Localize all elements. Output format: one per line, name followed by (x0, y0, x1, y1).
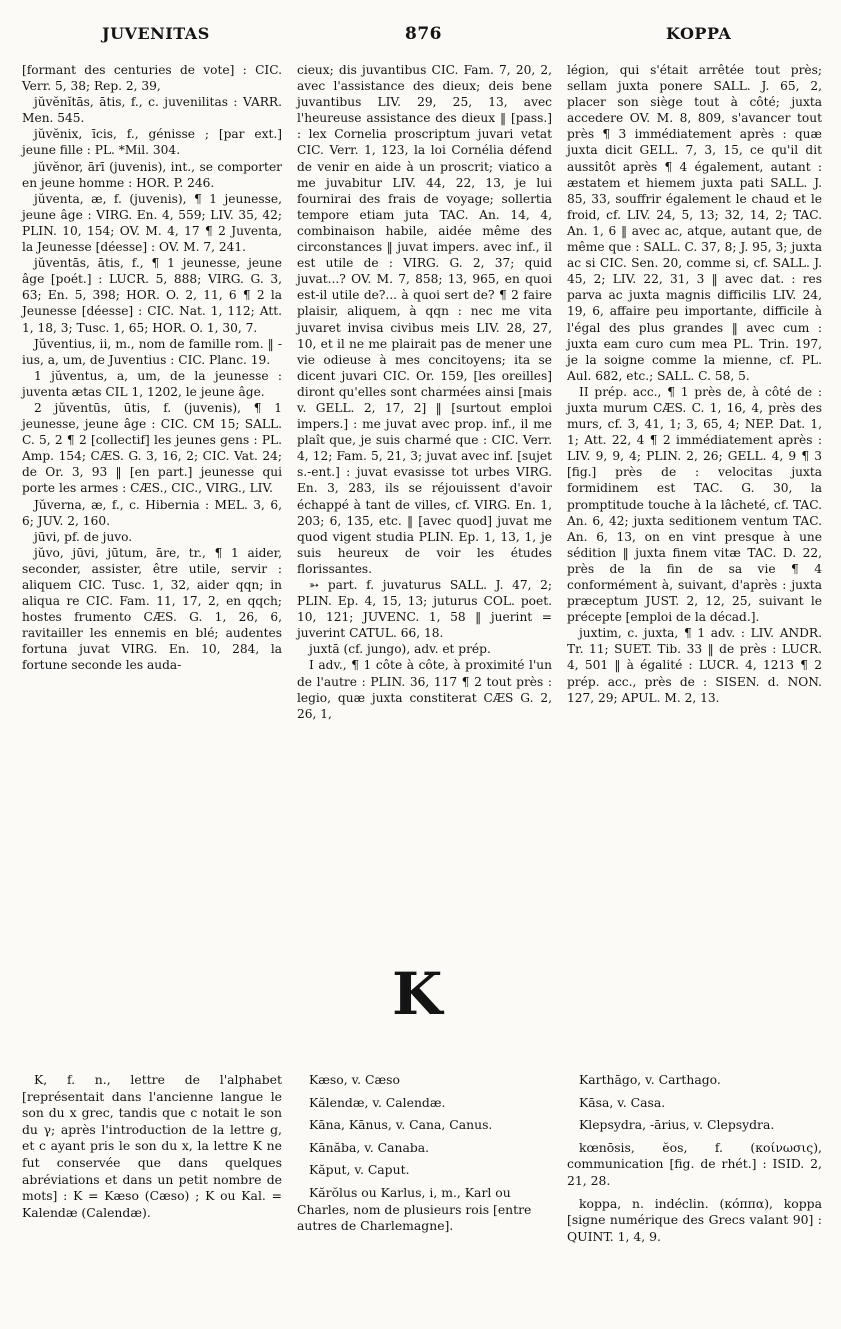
entry-juxta: juxtā (cf. jungo), adv. et prép. (309, 642, 491, 657)
entry-juventius: Jŭventius, ii, m., nom de famille rom. ‖ -ius, a, um, de Juventius : CIC. Planc. 19. (22, 336, 282, 367)
entry-juventus-1: 1 jŭventus, a, um, de la jeunesse : juventa ætas CIL 1, 1202, le jeune âge. (22, 368, 282, 399)
entry-k: K, f. n., lettre de l'alphabet [représentait dans l'ancienne langue le son du x grec, tandis que c notait le son du γ; après l'introduction de la lettre g, et c ayant pris le son du x, la lettre K ne fut conservée que dans quelques abréviations et dans un petit nombre de mots] : K = Kæso (Cæso) ; K ou Kal. = Kalendæ (Calendæ). (22, 1072, 282, 1220)
entry-juxta-continued: légion, qui s'était arrêtée tout près; sellam juxta ponere SALL. J. 65, 2, placer son siège tout à côté; juxta accedere OV. M. 8, 809, s'avancer tout près ¶ 3 immédiatement après : quæ juxta dicit GELL. 7, 3, 15, ce qu'il dit aussitôt après ¶ 4 également, autant : æstatem et hiemem juxta pati SALL. J. 85, 33, souffrir également le chaud et le froid, cf. LIV. 24, 5, 13; 32, 14, 2; TAC. An. 1, 6 ‖ avec ac, atque, autant que, de même que : SALL. C. 37, 8; J. 95, 3; juxta ac si CIC. Sen. 20, comme si, cf. SALL. J. 45, 2; LIV. 22, 31, 3 ‖ avec dat. : res parva ac juxta magnis difficilis LIV. 24, 19, 6, affaire peu importante, difficile à l'égal des plus grandes ‖ avec cum : juxta eam curo cum mea PL. Trin. 197, je la soigne comme la mienne, cf. PL. Aul. 682, etc.; SALL. C. 58, 5. (567, 63, 822, 383)
entry-klepsydra: Klepsydra, -ārius, v. Clepsydra. (579, 1117, 775, 1133)
entry-juvenitas: jŭvĕnĭtās, ātis, f., c. juvenilitas : VARR. Men. 545. (22, 95, 282, 126)
entry-continuation: [formant des centuries de vote] : CIC. Verr. 5, 38; Rep. 2, 39, (22, 63, 282, 94)
entry-kana: Kāna, Kānus, v. Cana, Canus. (309, 1117, 493, 1133)
bottom-column-3 (567, 1072, 822, 1251)
entry-karthago: Karthāgo, v. Carthago. (579, 1072, 721, 1087)
entry-juverna: Jŭverna, æ, f., c. Hibernia : MEL. 3, 6, 6; JUV. 2, 160. (22, 497, 282, 528)
entry-karolus: Kărŏlus ou Karlus, i, m., Karl ou Charles, nom de plusieurs rois [entre autres de Charlemagne]. (297, 1184, 532, 1234)
entry-kasa: Kāsa, v. Casa. (579, 1094, 666, 1110)
page-number: 876 (405, 24, 442, 44)
entry-kanaba: Kānăba, v. Canaba. (309, 1139, 430, 1155)
entry-juvo-note: ➳ part. f. juvaturus SALL. J. 47, 2; PLIN. Ep. 4, 15, 13; juturus COL. poet. 10, 121; JUVENC. 1, 58 ‖ juerint = juverint CATUL. 66, 18. (297, 578, 552, 641)
entry-kaeso: Kæso, v. Cæso (309, 1072, 400, 1087)
bottom-column-2 (297, 1072, 552, 1241)
entry-koppa: koppa, n. indéclin. (κόππα), koppa [signe numérique des Grecs valant 90] : QUINT. 1, 4, 9. (567, 1195, 822, 1244)
column-1 (22, 62, 282, 674)
entry-kalendae: Kălendæ, v. Calendæ. (309, 1094, 446, 1110)
entry-juvenor: jŭvĕnor, ārī (juvenis), int., se comporter en jeune homme : HOR. P. 246. (22, 159, 282, 190)
running-head-left: JUVENITAS (102, 24, 210, 43)
entry-juxta-adv: I adv., ¶ 1 côte à côte, à proximité l'un de l'autre : PLIN. 36, 117 ¶ 2 tout près : legio, quæ juxta constiterat CÆS G. 2, 26, 1, (297, 658, 552, 721)
section-letter: K (392, 960, 443, 1028)
entry-juventus-2: 2 jŭventūs, ūtis, f. (juvenis), ¶ 1 jeunesse, jeune âge : CIC. CM 15; SALL. C. 5, 2 ¶ 2 [collectif] les jeunes gens : PL. Amp. 154; CÆS. G. 3, 16, 2; CIC. Vat. 24; de Or. 3, 93 ‖ [en part.] jeunesse qui porte les armes : CÆS., CIC., VIRG., LIV. (22, 400, 282, 496)
entry-juvo-continued: cieux; dis juvantibus CIC. Fam. 7, 20, 2, avec l'assistance des dieux; deis bene juvantibus LIV. 29, 25, 13, avec l'heureuse assistance des dieux ‖ [pass.] : lex Cornelia proscriptum juvari vetat CIC. Verr. 1, 123, la loi Cornélia défend de venir en aide à un proscrit; viatico a me juvabitur LIV. 44, 22, 13, je lui fournirai des frais de voyage; sollertia tempore etiam juta TAC. An. 14, 4, combinaison habile, aidée même des circonstances ‖ juvat impers. avec inf., il est utile de : VIRG. G. 2, 37; quid juvat...? OV. M. 7, 858; 13, 965, en quoi est-il utile de?... à quoi sert de? ¶ 2 faire plaisir, aliquem, à qqn : nec me vita juvaret invisa civibus meis LIV. 28, 27, 10, et il ne me plairait pas de mener une vie odieuse à mes concitoyens; ita se dicent juvari CIC. Or. 159, [les oreilles] diront qu'elles sont charmées ainsi [mais v. GELL. 2, 17, 2] ‖ [surtout emploi impers.] : me juvat avec prop. inf., il me plaît que, je suis charmé que : CIC. Verr. 4, 12; Fam. 5, 21, 3; juvat avec inf. [sujet s.-ent.] : juvat evasisse tot urbes VIRG. En. 3, 283, ils se réjouissent d'avoir échappé à tant de villes, cf. VIRG. En. 1, 203; 6, 135, etc. ‖ [avec quod] juvat me quod vigent studia PLIN. Ep. 1, 13, 1, je suis heureux de voir les études florissantes. (297, 63, 552, 576)
running-head-right: KOPPA (666, 24, 732, 43)
column-3 (567, 62, 822, 706)
entry-juventa: jŭventa, æ, f. (juvenis), ¶ 1 jeunesse, jeune âge : VIRG. En. 4, 559; LIV. 35, 42; PLIN. 10, 154; OV. M. 4, 17 ¶ 2 Juventa, la Jeunesse [déesse] : OV. M. 7, 241. (22, 191, 282, 255)
column-2 (297, 62, 552, 722)
entry-juvo: jŭvo, jūvi, jūtum, āre, tr., ¶ 1 aider, seconder, assister, être utile, servir : aliquem CIC. Tusc. 1, 32, aider qqn; in aliqua re CIC. Fam. 11, 17, 2, en qqch; hostes frumento CÆS. G. 1, 26, 6, ravitailler les ennemis en blé; audentes fortuna juvat VIRG. En. 10, 284, la fortune seconde les auda- (22, 545, 282, 673)
entry-kaput: Kăput, v. Caput. (309, 1162, 410, 1178)
entry-juxta-prep: II prép. acc., ¶ 1 près de, à côté de : juxta murum CÆS. C. 1, 16, 4, près des murs, cf. 3, 41, 1; 3, 65, 4; NEP. Dat. 1, 1; Att. 22, 4 ¶ 2 immédiatement après : LIV. 9, 9, 4; PLIN. 2, 26; GELL. 4, 9 ¶ 3 [fig.] près de : velocitas juxta formidinem est TAC. G. 30, la promptitude touche à la lâcheté, cf. TAC. An. 6, 42; juxta seditionem ventum TAC. An. 6, 13, on en vint presque à une sédition ‖ juxta finem vitæ TAC. D. 22, près de la fin de sa vie ¶ 4 conformément à, suivant, d'après : juxta præceptum JUST. 2, 12, 25, suivant le précepte [emploi de la décad.]. (567, 384, 822, 625)
entry-koenosis: kœnōsis, ĕos, f. (κοίνωσις), communication [fig. de rhét.] : ISID. 2, 21, 28. (567, 1139, 822, 1188)
entry-juvi: jūvi, pf. de juvo. (34, 529, 133, 544)
entry-juventas: jŭventās, ātis, f., ¶ 1 jeunesse, jeune âge [poét.] : LUCR. 5, 888; VIRG. G. 3, 63; En. 5, 398; HOR. O. 2, 11, 6 ¶ 2 la Jeunesse [déesse] : CIC. Nat. 1, 112; Att. 1, 18, 3; Tusc. 1, 65; HOR. O. 1, 30, 7. (22, 256, 282, 335)
bottom-column-1 (22, 1072, 282, 1221)
entry-juxtim: juxtim, c. juxta, ¶ 1 adv. : LIV. ANDR. Tr. 11; SUET. Tib. 33 ‖ de près : LUCR. 4, 501 ‖ à égalité : LUCR. 4, 1213 ¶ 2 prép. acc., près de : SISEN. d. NON. 127, 29; APUL. M. 2, 13. (567, 626, 822, 705)
entry-juvenix: jŭvĕnix, īcis, f., génisse ; [par ext.] jeune fille : PL. *Mil. 304. (22, 127, 282, 158)
